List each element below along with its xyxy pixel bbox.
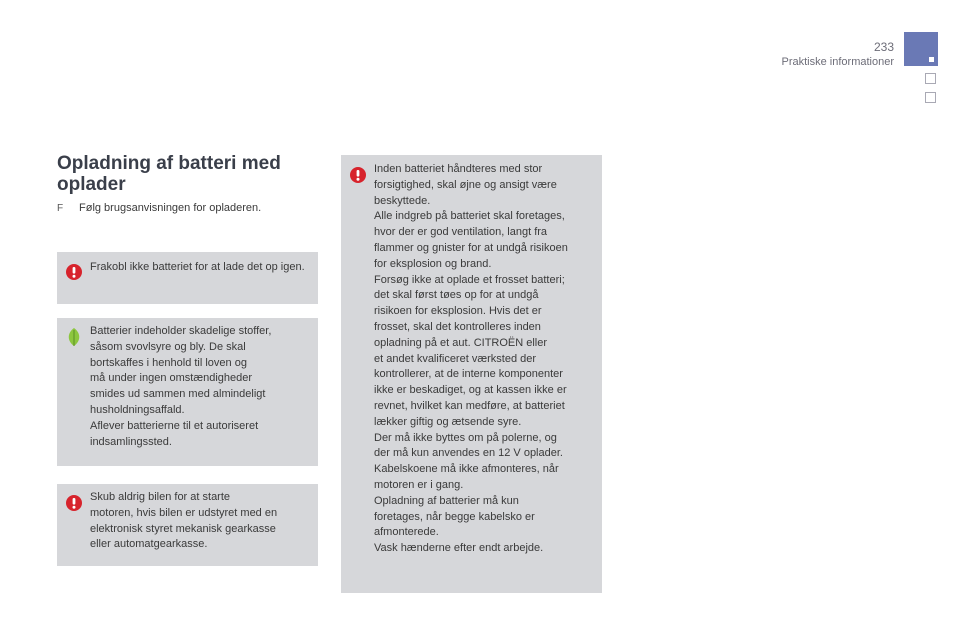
warning-text: Skub aldrig bilen for at starte motoren, hvis bilen er udstyret med en elektronisk styret mekanisk gearkasse eller automatgearkasse.	[90, 491, 278, 551]
warning-icon	[350, 167, 366, 183]
warning-box	[57, 484, 318, 566]
warning-text: Inden batteriet håndteres med stor forsigtighed, skal øjne og ansigt være beskyttede. Alle indgreb på batteriet skal foretages, hvor der er god ventilation, langt fra flammer og gnister for at undgå risikoen for eksplosion og brand. Forsøg ikke at oplade et frosset batteri; det skal først tøes op for at undgå risikoen for eksplosion. Hvis det er frosset, skal det kontrolleres inden opladning på et aut. CITROËN eller et andet kvalificeret værksted der kontrollerer, at de interne komponenter ikke er beskadiget, og at kassen ikke er revnet, hvilket kan medføre, at batteriet lækker giftig og ætsende syre. Der må ikke byttes om på polerne, og der må kun anvendes en 12 V oplader. Kabelskoene må ikke afmonteres, når motoren er i gang. Opladning af batterier må kun foretages, når begge kabelsko er afmonterede. Vask hænderne efter endt arbejde.	[374, 163, 568, 555]
environment-text: Batterier indeholder skadelige stoffer, såsom svovlsyre og bly. De skal bortskaffes i henhold til loven og må under ingen omstændigheder smides ud sammen med almindeligt husholdningsaffald. Aflever batterierne til et autoriseret indsamlingssted.	[90, 325, 272, 448]
warning-text: Frakobl ikke batteriet for at lade det op igen.	[90, 261, 305, 273]
section-tab-empty[interactable]	[925, 92, 936, 103]
bullet-text: Følg brugsanvisningen for opladeren.	[79, 202, 262, 214]
section-tab-active[interactable]	[904, 32, 938, 66]
warning-box	[57, 252, 318, 304]
bullet-marker: F	[57, 203, 64, 214]
warning-box	[341, 155, 602, 593]
section-title: Praktiske informationer	[781, 56, 894, 68]
warning-icon	[66, 264, 82, 280]
leaf-icon	[65, 327, 83, 347]
section-tab-empty[interactable]	[925, 73, 936, 84]
environment-box	[57, 318, 318, 466]
page-number: 233	[873, 40, 894, 54]
tab-dot	[929, 57, 934, 62]
instruction-bullet	[57, 202, 261, 214]
page-title: Opladning af batteri med oplader	[57, 153, 281, 195]
warning-icon	[66, 495, 82, 511]
